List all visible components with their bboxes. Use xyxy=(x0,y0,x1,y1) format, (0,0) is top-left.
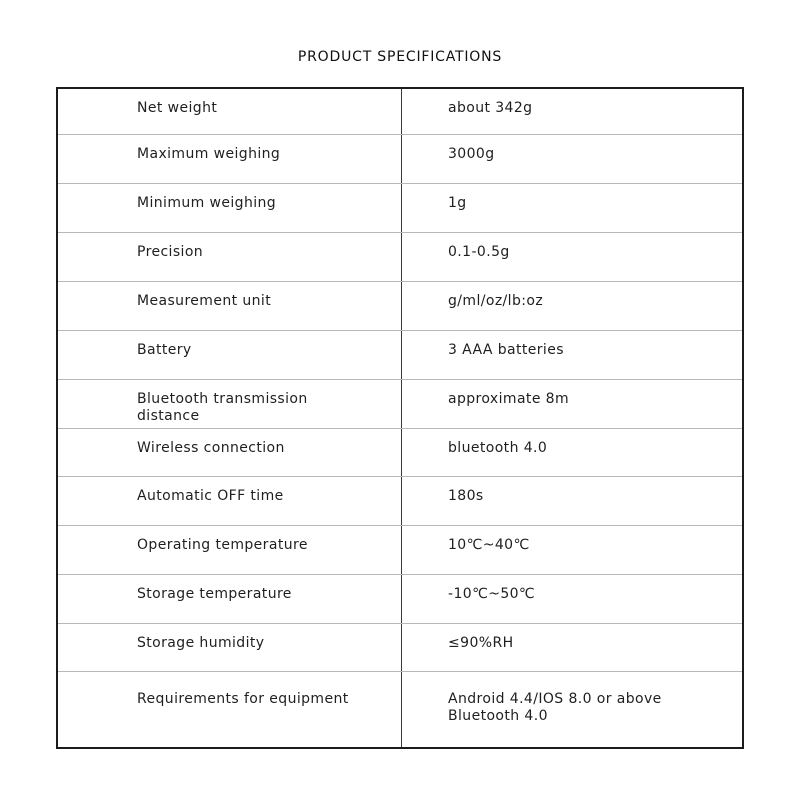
spec-row-automatic-off-time xyxy=(58,477,742,526)
spec-row-storage-humidity xyxy=(58,624,742,672)
spec-label: Operating temperature xyxy=(137,537,308,553)
spec-row-storage-temperature xyxy=(58,575,742,624)
spec-label: Battery xyxy=(137,342,192,358)
spec-value: Android 4.4/IOS 8.0 or above Bluetooth 4.0 xyxy=(448,691,662,724)
spec-row-maximum-weighing xyxy=(58,135,742,184)
spec-label: Automatic OFF time xyxy=(137,488,284,504)
spec-label: Bluetooth transmission distance xyxy=(137,391,308,424)
spec-value: 0.1-0.5g xyxy=(448,244,510,260)
spec-label: Net weight xyxy=(137,100,218,116)
spec-value: -10℃~50℃ xyxy=(448,586,536,602)
spec-value: 1g xyxy=(448,195,467,211)
spec-label: Storage temperature xyxy=(137,586,292,602)
spec-row-measurement-unit xyxy=(58,282,742,331)
spec-value: 3 AAA batteries xyxy=(448,342,564,358)
spec-value: ≤90%RH xyxy=(448,635,514,651)
spec-label: Storage humidity xyxy=(137,635,265,651)
spec-label: Wireless connection xyxy=(137,440,285,456)
spec-label: Maximum weighing xyxy=(137,146,281,162)
spec-row-minimum-weighing xyxy=(58,184,742,233)
spec-label: Measurement unit xyxy=(137,293,272,309)
spec-label: Minimum weighing xyxy=(137,195,277,211)
spec-value: approximate 8m xyxy=(448,391,570,407)
spec-value: 180s xyxy=(448,488,484,504)
spec-value: 3000g xyxy=(448,146,495,162)
spec-row-net-weight xyxy=(58,89,742,135)
page-title: PRODUCT SPECIFICATIONS xyxy=(297,49,503,65)
spec-value: g/ml/oz/lb:oz xyxy=(448,293,544,309)
spec-row-precision xyxy=(58,233,742,282)
spec-table xyxy=(56,87,744,749)
spec-row-operating-temperature xyxy=(58,526,742,575)
spec-row-battery xyxy=(58,331,742,380)
spec-row-wireless-connection xyxy=(58,429,742,477)
spec-row-bluetooth-distance xyxy=(58,380,742,429)
spec-label: Requirements for equipment xyxy=(137,691,349,707)
spec-label: Precision xyxy=(137,244,204,260)
spec-value: bluetooth 4.0 xyxy=(448,440,548,456)
spec-row-requirements xyxy=(58,672,742,747)
spec-value: 10℃~40℃ xyxy=(448,537,530,553)
spec-value: about 342g xyxy=(448,100,533,116)
